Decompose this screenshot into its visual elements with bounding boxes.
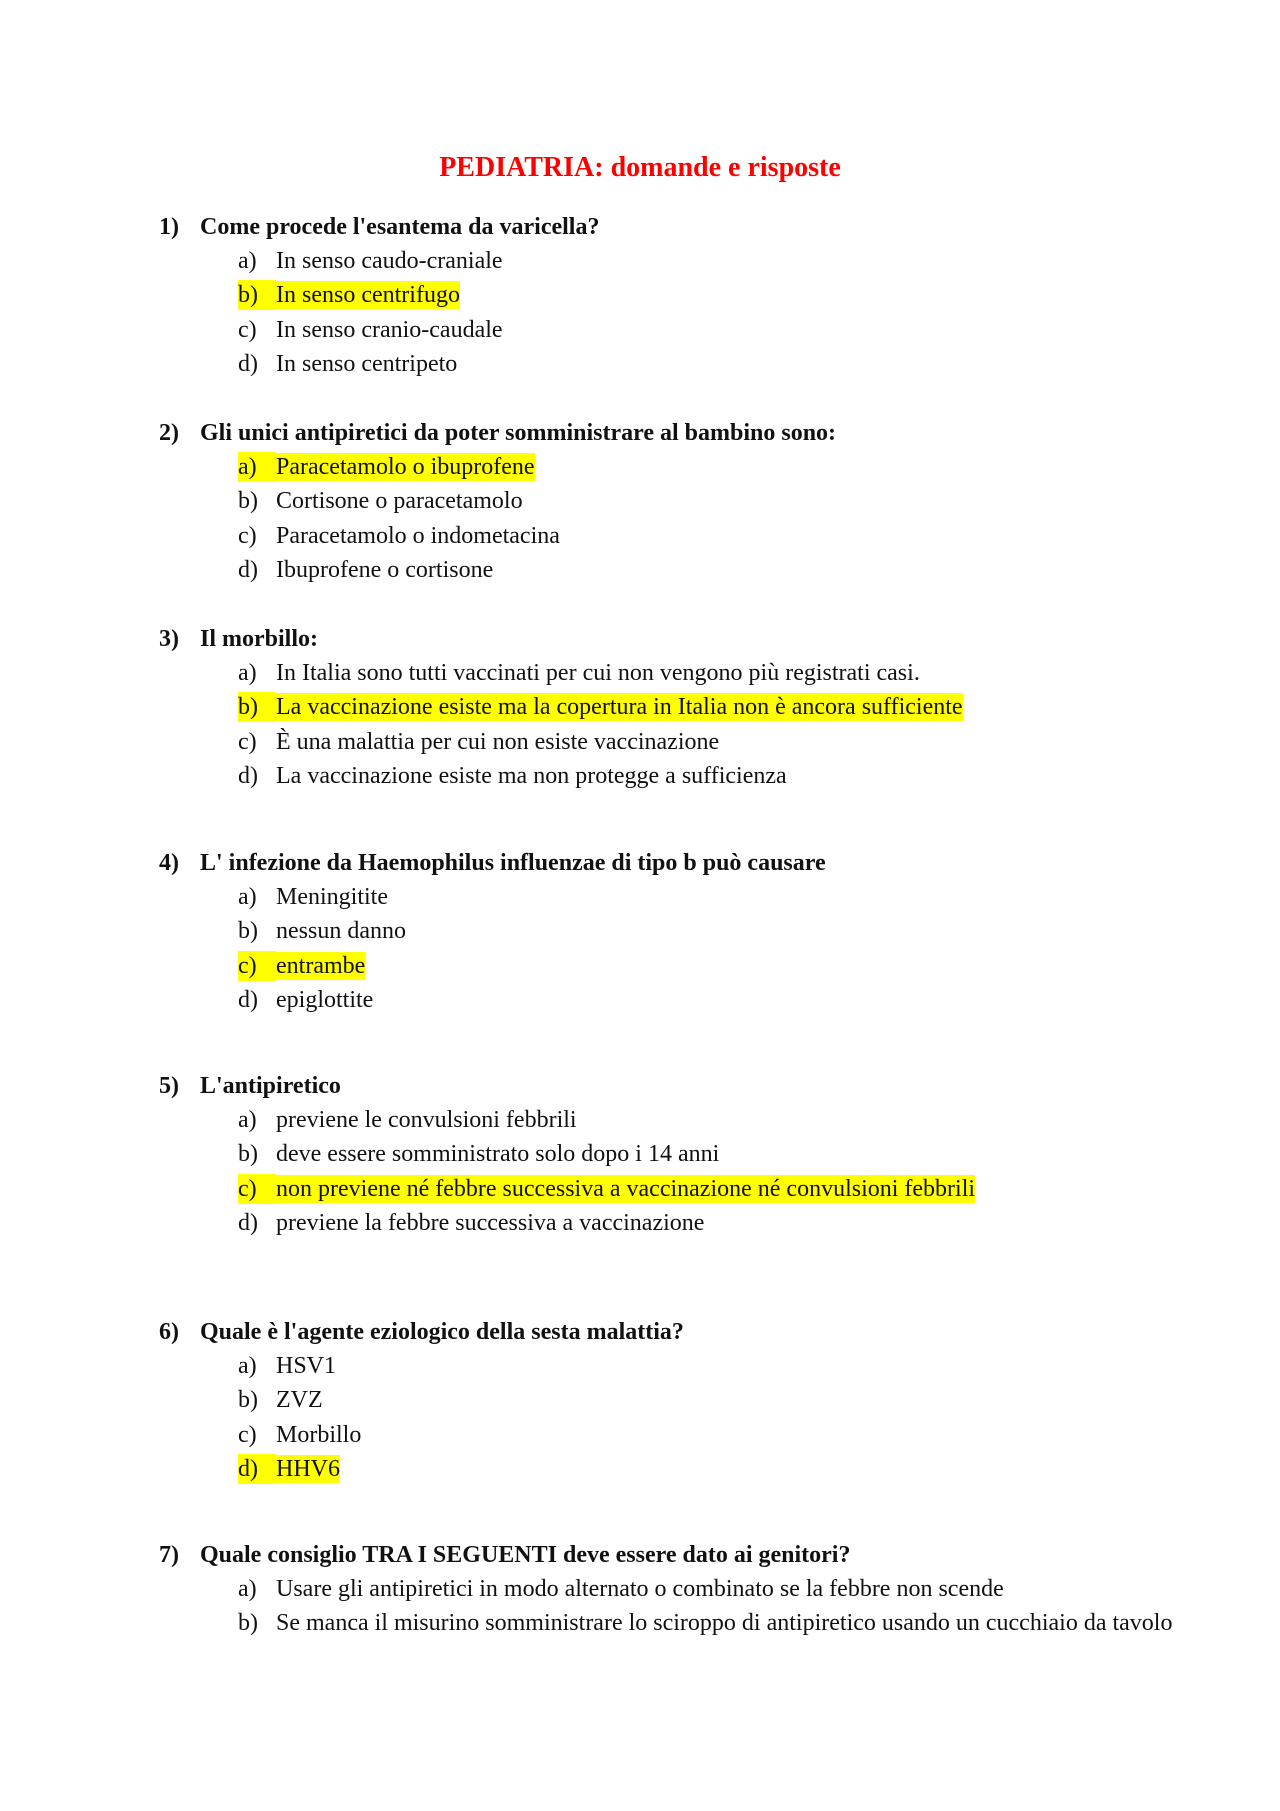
question-heading — [159, 1069, 1159, 1103]
option-text: previene la febbre successiva a vaccinazione — [276, 1209, 705, 1236]
answer-option — [159, 725, 1159, 759]
question-text: Quale è l'agente eziologico della sesta malattia? — [200, 1319, 684, 1345]
option-letter: c) — [238, 951, 276, 981]
option-text: È una malattia per cui non esiste vaccinazione — [276, 728, 720, 755]
option-letter: c) — [238, 1174, 276, 1204]
question-heading — [159, 622, 1159, 656]
option-letter: a) — [238, 452, 276, 482]
option-text: La vaccinazione esiste ma la copertura in Italia non è ancora sufficiente — [276, 694, 963, 721]
option-list — [159, 1572, 1173, 1641]
option-letter: a) — [238, 660, 257, 686]
option-letter: b) — [238, 692, 276, 722]
option-letter: a) — [238, 884, 257, 910]
option-list — [159, 244, 1159, 381]
option-text: HHV6 — [276, 1455, 340, 1482]
option-text: Usare gli antipiretici in modo alternato o combinato se la febbre non scende — [276, 1576, 1004, 1602]
option-text: ZVZ — [276, 1387, 323, 1414]
question-3 — [159, 622, 1159, 793]
option-letter: d) — [238, 1209, 258, 1236]
option-text: previene le convulsioni febbrili — [276, 1107, 577, 1133]
option-text: Se manca il misurino somministrare lo sciroppo di antipiretico usando un cucchiaio da tavolo — [276, 1610, 1173, 1637]
answer-option — [159, 914, 1159, 948]
option-text: La vaccinazione esiste ma non protegge a sufficienza — [276, 762, 787, 789]
option-letter: c) — [238, 1421, 257, 1448]
answer-option — [159, 656, 1159, 690]
answer-option-correct — [159, 1452, 1159, 1486]
option-list — [159, 656, 1159, 793]
question-7 — [159, 1538, 1173, 1641]
answer-option-correct — [159, 690, 1159, 724]
question-5 — [159, 1069, 1159, 1240]
option-text: Cortisone o paracetamolo — [276, 488, 523, 515]
answer-option — [159, 983, 1159, 1017]
option-list — [159, 450, 1159, 587]
option-text: deve essere somministrato solo dopo i 14 anni — [276, 1141, 720, 1168]
question-number: 4) — [159, 850, 179, 876]
question-number: 2) — [159, 420, 179, 446]
answer-option — [159, 313, 1159, 347]
option-text: HSV1 — [276, 1353, 337, 1379]
question-text: Gli unici antipiretici da poter somministrare al bambino sono: — [200, 420, 837, 446]
question-text: Come procede l'esantema da varicella? — [200, 214, 600, 240]
question-number: 5) — [159, 1073, 179, 1099]
question-number: 3) — [159, 626, 179, 652]
option-letter: b) — [238, 1610, 258, 1637]
option-text: epiglottite — [276, 986, 374, 1013]
question-4 — [159, 846, 1159, 1017]
option-letter: b) — [238, 488, 258, 515]
option-text: In senso caudo-craniale — [276, 248, 503, 274]
question-text: Il morbillo: — [200, 626, 318, 652]
option-text: Paracetamolo o ibuprofene — [276, 454, 535, 480]
answer-option — [159, 553, 1159, 587]
option-letter: d) — [238, 350, 258, 377]
question-text: L' infezione da Haemophilus influenzae di tipo b può causare — [200, 850, 826, 876]
answer-option — [159, 1349, 1159, 1383]
option-letter: d) — [238, 1454, 276, 1484]
question-heading — [159, 210, 1159, 244]
question-2 — [159, 416, 1159, 587]
page-title: PEDIATRIA: domande e risposte — [439, 152, 841, 183]
answer-option — [159, 880, 1159, 914]
question-number: 6) — [159, 1319, 179, 1345]
question-number: 1) — [159, 214, 179, 240]
option-list — [159, 880, 1159, 1017]
option-letter: a) — [238, 1576, 257, 1602]
question-heading — [159, 1315, 1159, 1349]
answer-option — [159, 1418, 1159, 1452]
answer-option — [159, 519, 1159, 553]
question-number: 7) — [159, 1542, 179, 1568]
answer-option-correct — [159, 278, 1159, 312]
answer-option-correct — [159, 450, 1159, 484]
question-text: L'antipiretico — [200, 1073, 341, 1099]
option-letter: a) — [238, 1107, 257, 1133]
option-letter: b) — [238, 1141, 258, 1168]
option-letter: c) — [238, 316, 257, 343]
question-6 — [159, 1315, 1159, 1486]
option-letter: b) — [238, 280, 276, 310]
question-heading — [159, 416, 1159, 450]
option-text: Ibuprofene o cortisone — [276, 556, 494, 583]
option-text: In Italia sono tutti vaccinati per cui non vengono più registrati casi. — [276, 660, 920, 686]
option-letter: d) — [238, 556, 258, 583]
option-text: non previene né febbre successiva a vaccinazione né convulsioni febbrili — [276, 1175, 976, 1202]
option-text: Morbillo — [276, 1421, 362, 1448]
answer-option — [159, 1606, 1256, 1640]
option-letter: d) — [238, 762, 258, 789]
question-1 — [159, 210, 1159, 381]
answer-option — [159, 1572, 1159, 1606]
answer-option — [159, 244, 1159, 278]
option-text: In senso centripeto — [276, 350, 458, 377]
option-list — [159, 1103, 1159, 1240]
option-text: Meningitite — [276, 884, 388, 910]
option-letter: c) — [238, 522, 257, 549]
question-heading — [159, 846, 1159, 880]
answer-option — [159, 1137, 1159, 1171]
option-letter: a) — [238, 1353, 257, 1379]
answer-option — [159, 759, 1159, 793]
option-text: nessun danno — [276, 918, 406, 945]
answer-option — [159, 484, 1159, 518]
answer-option — [159, 1103, 1159, 1137]
option-letter: a) — [238, 248, 257, 274]
option-text: Paracetamolo o indometacina — [276, 522, 560, 549]
option-letter: b) — [238, 1387, 258, 1414]
option-text: entrambe — [276, 952, 366, 979]
option-letter: d) — [238, 986, 258, 1013]
answer-option-correct — [159, 1172, 1159, 1206]
question-heading — [159, 1538, 1159, 1572]
option-letter: b) — [238, 918, 258, 945]
answer-option-correct — [159, 949, 1159, 983]
question-text: Quale consiglio TRA I SEGUENTI deve essere dato ai genitori? — [200, 1542, 851, 1568]
option-list — [159, 1349, 1159, 1486]
option-letter: c) — [238, 728, 257, 755]
answer-option — [159, 1383, 1159, 1417]
option-text: In senso cranio-caudale — [276, 316, 503, 343]
option-text: In senso centrifugo — [276, 282, 460, 309]
answer-option — [159, 347, 1159, 381]
answer-option — [159, 1206, 1159, 1240]
